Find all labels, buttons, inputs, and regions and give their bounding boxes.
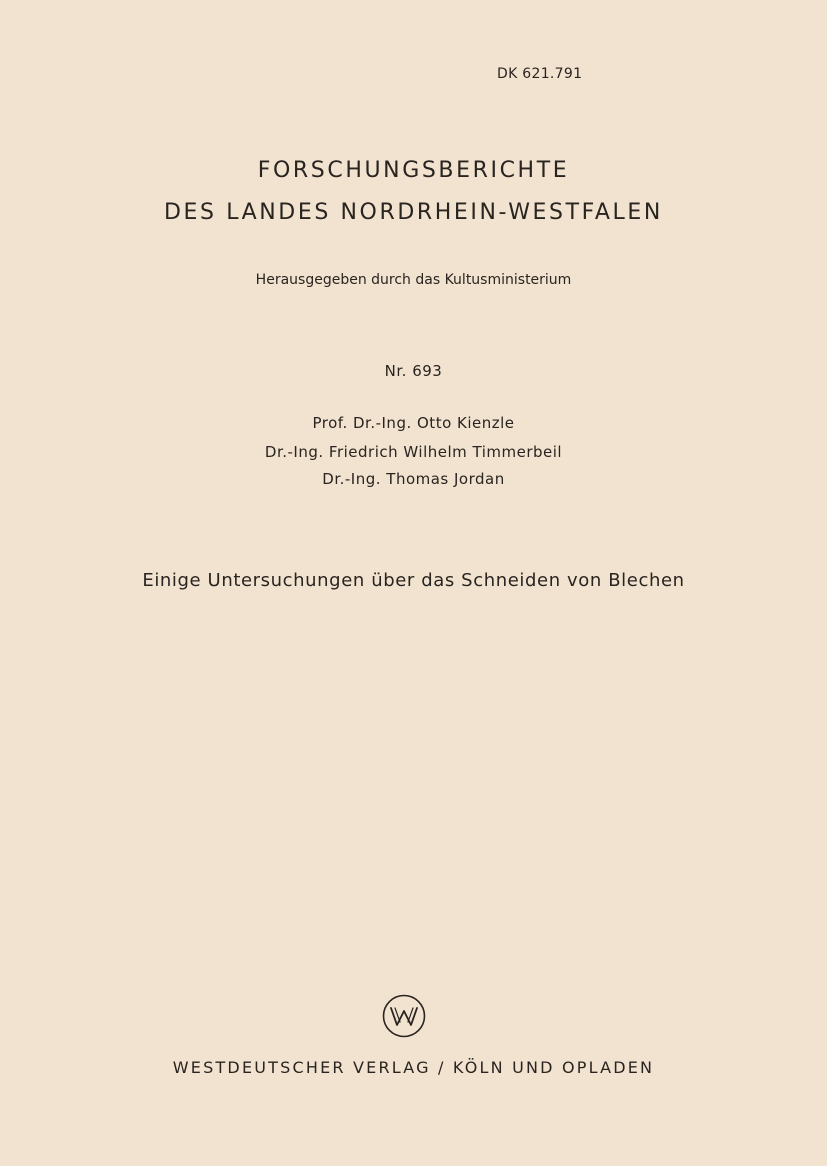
author-2: Dr.-Ing. Friedrich Wilhelm Timmerbeil: [264, 443, 563, 461]
series-title-line-1: FORSCHUNGSBERICHTE: [257, 158, 570, 183]
document-title: Einige Untersuchungen über das Schneiden von Blechen: [142, 570, 685, 591]
series-title-line-2: DES LANDES NORDRHEIN-WESTFALEN: [164, 200, 663, 225]
author-1: Prof. Dr.-Ing. Otto Kienzle: [312, 414, 515, 432]
publisher-note: Herausgegeben durch das Kultusministerium: [255, 272, 572, 288]
classification-code: DK 621.791: [497, 66, 583, 82]
publisher-imprint: WESTDEUTSCHER VERLAG / KÖLN UND OPLADEN: [172, 1058, 655, 1077]
publisher-logo-icon: [381, 993, 427, 1039]
report-number: Nr. 693: [384, 362, 443, 380]
author-3: Dr.-Ing. Thomas Jordan: [322, 470, 505, 488]
